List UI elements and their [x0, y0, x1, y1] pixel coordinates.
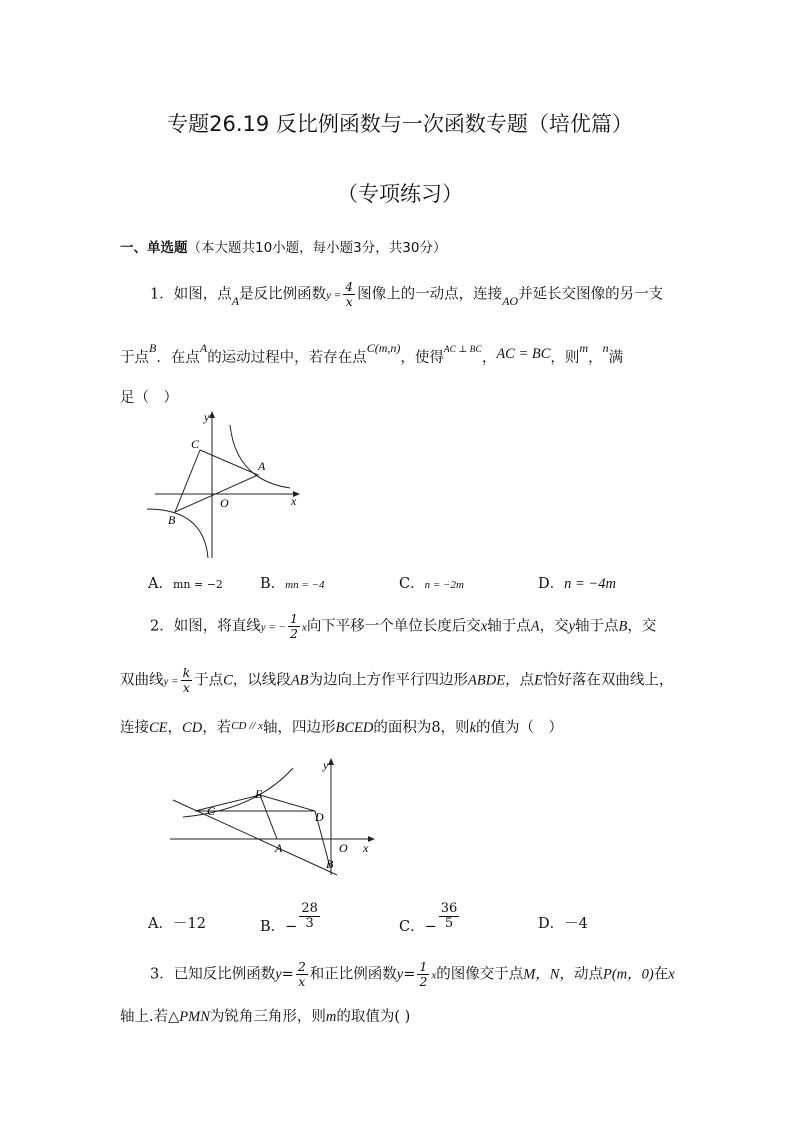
q3-text: ，动点	[559, 966, 603, 983]
q2-text: 恰好落在双曲线上，	[542, 672, 674, 689]
q1-triangle	[175, 450, 258, 512]
option-sign: −	[424, 918, 437, 935]
q1-line3: 足（ ）	[120, 390, 178, 406]
q1-text: ．在点	[156, 350, 200, 366]
q1-text: 于点	[120, 350, 149, 366]
q1-var: A	[199, 341, 208, 355]
q1-label-o: O	[220, 496, 229, 510]
q1-var: B	[149, 341, 157, 355]
section-note: （本大题共10小题，每小题3分，共30分）	[187, 240, 447, 256]
option-letter: C．	[399, 918, 425, 935]
q3-var: x	[431, 969, 437, 982]
q3-var: M，N	[523, 966, 560, 983]
q2-var: CD // x	[231, 720, 263, 732]
q1-hyperbola-upper	[230, 425, 290, 488]
q2-fraction-den: 2	[289, 626, 298, 641]
q2-label-b: B	[326, 857, 334, 871]
q3-var: y	[396, 966, 404, 983]
q1-text: 图像上的一动点，连接	[357, 286, 503, 303]
q2-var: ABDE	[468, 672, 506, 689]
section-title: 一、单选题	[120, 240, 188, 256]
q2-text: 轴于点	[487, 618, 531, 635]
q2-text: 的值为（ ）	[476, 720, 563, 736]
q3-var: m	[325, 1009, 337, 1025]
option-sign: −	[285, 918, 298, 935]
q1-text: ，	[481, 350, 497, 366]
q3-line1	[150, 960, 675, 989]
q2-option-a[interactable]: A．－12	[148, 916, 206, 932]
q2-label-c: C	[207, 804, 216, 818]
q2-var: k	[469, 720, 476, 736]
section-heading	[120, 236, 446, 256]
q1-label-y: y	[204, 410, 210, 424]
q2-label-x: x	[363, 841, 369, 855]
option-fraction	[299, 902, 320, 931]
q2-line2	[120, 666, 673, 695]
q1-fraction-num: 4	[345, 279, 354, 294]
q2-text: 于点	[194, 672, 224, 689]
q3-text: 的取值为( )	[336, 1009, 411, 1025]
q3-var: x	[668, 966, 675, 983]
q1-text: 的运动过程中，若存在点	[207, 350, 367, 366]
q2-var: y	[568, 618, 576, 635]
q2-text: 为边向上方作平行四边形	[308, 672, 469, 689]
q2-var: E	[534, 672, 543, 689]
q1-text: 满	[608, 350, 624, 366]
q2-var: x	[480, 618, 488, 635]
q2-fraction-k	[181, 666, 193, 695]
q2-fraction-den: x	[182, 680, 190, 695]
q2-option-d[interactable]: D．－4	[538, 916, 588, 932]
q1-text: 1．如图，点	[150, 286, 232, 303]
q2-y-arrow	[328, 758, 334, 765]
page-subtitle: （专项练习）	[337, 182, 463, 206]
option-fraction-num: 36	[440, 901, 458, 916]
q1-text: 是反比例函数	[239, 286, 327, 303]
q3-fraction-num: 1	[419, 959, 428, 974]
q2-text: 向下平移一个单位长度后交	[306, 618, 481, 635]
option-value: n = −2m	[424, 579, 464, 591]
q1-text: ，使得	[400, 350, 444, 366]
q2-var: C	[223, 672, 233, 689]
q2-var: BCED	[335, 720, 374, 736]
q3-text: 的图像交于点	[436, 966, 524, 983]
q2-var: y = −	[260, 621, 286, 634]
q2-var: CE	[149, 720, 168, 736]
q1-text: 并延长交图像的另一支	[518, 286, 664, 303]
q2-label-o: O	[339, 841, 348, 855]
q3-fraction-2	[417, 960, 429, 989]
q2-text: ，	[167, 720, 183, 736]
q2-text: 轴于点	[575, 618, 619, 635]
q2-var: CD	[182, 720, 203, 736]
q3-text: =	[403, 966, 416, 983]
q1-option-c[interactable]	[399, 572, 464, 593]
q1-option-b[interactable]	[260, 572, 324, 593]
q1-var: A	[231, 293, 240, 308]
q1-text: ，	[588, 350, 603, 366]
q3-fraction-num: 2	[297, 959, 306, 974]
q2-var: A	[530, 618, 540, 635]
q1-figure	[140, 408, 310, 563]
q2-text: 轴，四边形	[262, 720, 336, 736]
q1-var: AC ⊥ BC	[443, 345, 482, 355]
q2-var: y =	[163, 675, 179, 688]
q2-option-c[interactable]	[399, 901, 461, 935]
q2-label-y: y	[323, 758, 329, 772]
option-letter: B．	[260, 576, 286, 592]
q3-text: 在	[653, 966, 669, 983]
q1-label-x: x	[291, 494, 297, 508]
q3-var: y	[275, 966, 282, 983]
q2-x-arrow	[368, 836, 375, 842]
q1-text: ，则	[550, 350, 580, 366]
q3-fraction-den: x	[298, 974, 306, 989]
q1-option-d[interactable]	[538, 572, 616, 593]
q2-text: 双曲线	[120, 672, 164, 689]
q1-var: y =	[326, 289, 342, 302]
option-fraction-den: 5	[444, 916, 454, 931]
q3-text: 3．已知反比例函数	[150, 966, 276, 983]
q3-var: P(m，0)	[602, 966, 654, 983]
q3-fraction-1	[296, 960, 308, 989]
q2-var: x	[301, 621, 307, 634]
q2-line1	[150, 612, 656, 641]
q3-line2	[120, 1005, 410, 1026]
q1-label-a: A	[258, 459, 266, 473]
q3-text: 和正比例函数	[309, 966, 397, 983]
q2-text: ，交	[627, 618, 657, 635]
q2-fraction	[288, 612, 300, 641]
q2-text: 连接	[120, 720, 149, 736]
q2-text: 2．如图，将直线	[150, 618, 261, 635]
option-value: mn = −2	[172, 578, 223, 591]
option-letter: A．	[148, 576, 173, 592]
option-fraction	[439, 902, 460, 931]
q1-label-c: C	[191, 437, 200, 451]
q1-var: AO	[502, 293, 519, 308]
option-letter: B．	[260, 918, 286, 935]
q2-var: AB	[290, 672, 309, 689]
option-fraction-den: 3	[305, 916, 314, 931]
q2-line3	[120, 716, 563, 737]
q2-text: ，交	[539, 618, 569, 635]
q3-text: 轴上.若△	[120, 1009, 180, 1025]
q1-line2	[120, 341, 624, 367]
q2-label-d: D	[315, 810, 324, 824]
q3-fraction-den: 2	[419, 974, 428, 989]
page-title: 专题26.19 反比例函数与一次函数专题（培优篇）	[167, 112, 633, 136]
q3-var: PMN	[179, 1009, 210, 1025]
q1-line1	[150, 280, 663, 309]
q1-hyperbola-lower	[147, 509, 208, 558]
q2-text: ，以线段	[232, 672, 291, 689]
q1-var: C(m,n)	[366, 341, 401, 355]
option-value: mn = −4	[285, 579, 325, 591]
q2-figure	[165, 755, 380, 880]
q1-var: AC = BC	[496, 346, 551, 362]
q2-fraction-num: k	[182, 665, 191, 680]
q1-label-b: B	[168, 513, 176, 527]
option-letter: D．	[538, 576, 565, 592]
q1-fraction	[343, 280, 355, 309]
q2-option-b[interactable]	[260, 901, 322, 935]
q1-var: m	[579, 341, 589, 355]
q1-var: n	[602, 341, 609, 355]
q2-text: ，若	[202, 720, 232, 736]
q2-text: 的面积为8，则	[373, 720, 470, 736]
q1-option-a[interactable]	[148, 572, 223, 593]
q2-text: ，点	[505, 672, 535, 689]
q2-label-a: A	[275, 841, 283, 855]
option-fraction-num: 28	[301, 901, 318, 916]
q2-fraction-num: 1	[289, 611, 298, 626]
option-value: n = −4m	[564, 576, 616, 592]
q2-label-e: E	[255, 787, 263, 801]
q2-var: B	[618, 618, 628, 635]
q3-text: 为锐角三角形，则	[209, 1009, 326, 1025]
option-letter: C．	[399, 576, 425, 592]
q1-y-arrow	[209, 411, 215, 418]
q3-text: =	[281, 966, 294, 983]
q1-fraction-den: x	[345, 294, 353, 309]
